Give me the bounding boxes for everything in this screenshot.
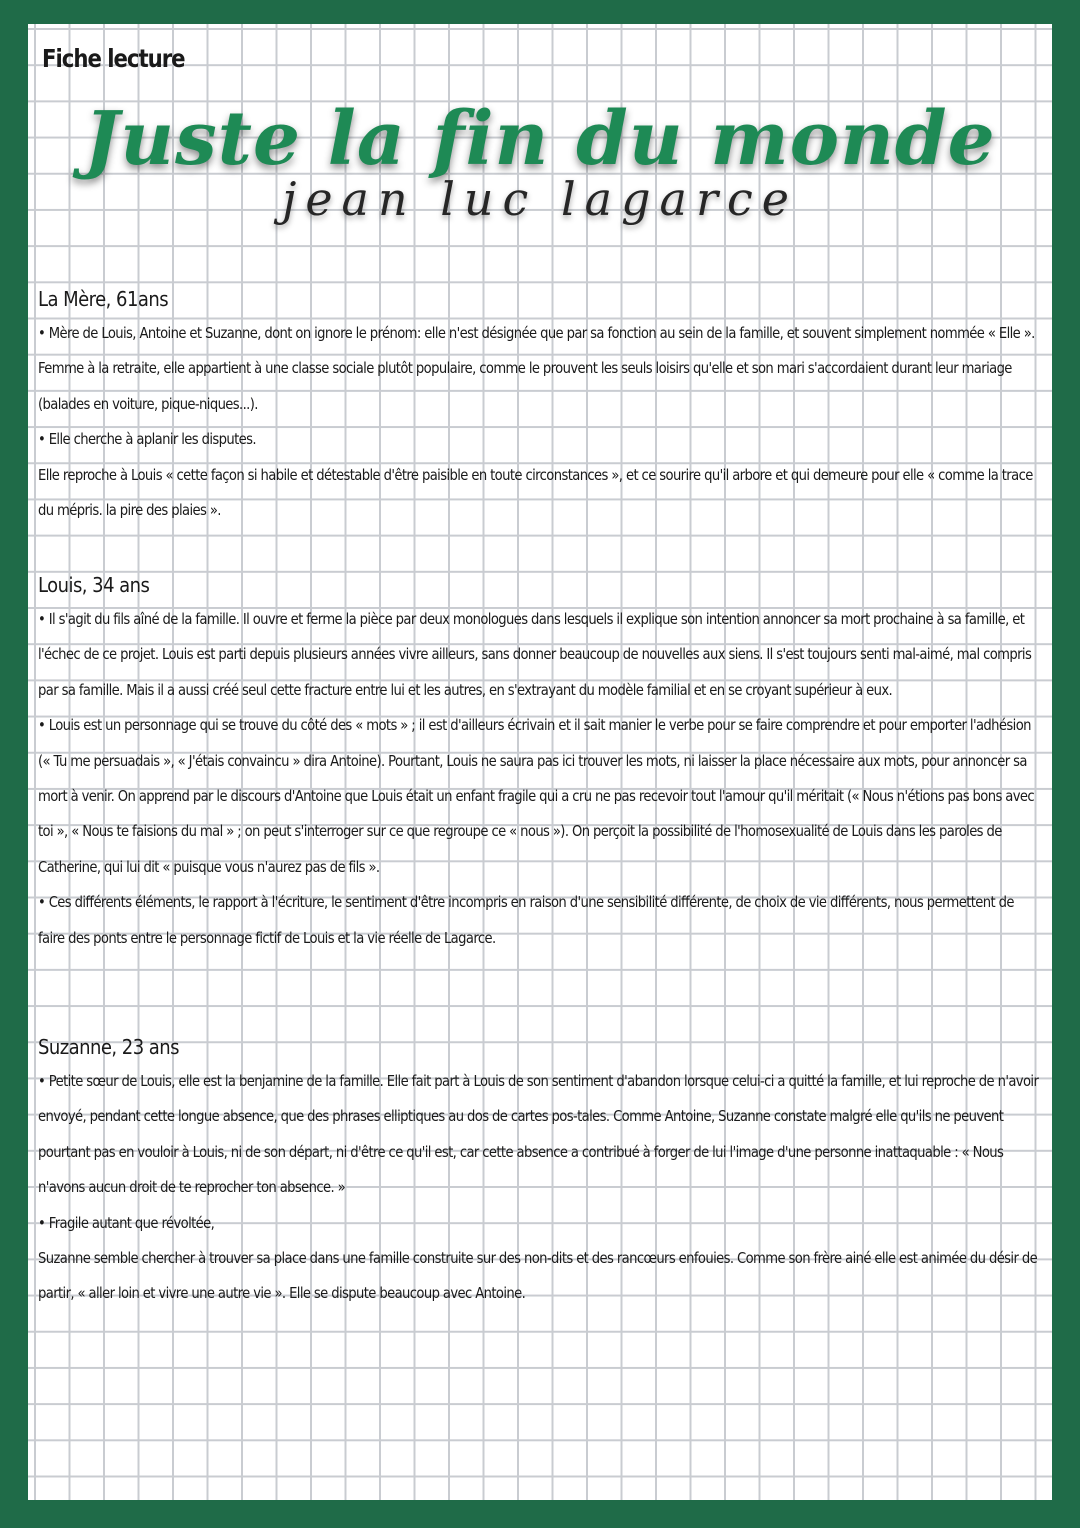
section-suzanne (38, 1030, 1040, 1312)
document-author: jean luc lagarce (282, 172, 798, 226)
paragraph: Elle reproche à Louis « cette façon si habile et détestable d'être paisible en toute circonstances », et ce sourire qu'il arbore et qui demeure pour elle « comme la trace du mépris. la pire des plaies ». (38, 465, 1033, 520)
document-title: Juste la fin du monde (84, 96, 996, 182)
notebook-page (28, 24, 1052, 1500)
section-heading: Louis, 34 ans (38, 573, 150, 597)
paragraph: • Petite sœur de Louis, elle est la benjamine de la famille. Elle fait part à Louis de son sentiment d'abandon lorsque celui-ci a quitté la famille, et lui reproche de n'avoir envoyé, pendant cette longue absence, que des phrases elliptiques au dos de cartes pos-tales. Comme Antoine, Suzanne constate malgré elle qu'ils ne peuvent pourtant pas en vouloir à Louis, ni de son départ, ni d'être ce qu'il est, car cette absence a contribué à forger de lui l'image d'une personne inattaquable : « Nous n'avons aucun droit de te reprocher ton absence. » (38, 1072, 1039, 1197)
paragraph: • Fragile autant que révoltée, (38, 1213, 215, 1232)
paragraph: Suzanne semble chercher à trouver sa place dans une famille construite sur des non-dits et des rancœurs enfouies. Comme son frère ainé elle est animée du désir de partir, « aller loin et vivre une autre vie ». Elle se dispute beaucoup avec Antoine. (38, 1249, 1038, 1303)
section-heading: Suzanne, 23 ans (38, 1035, 179, 1059)
section-mere (38, 282, 1040, 528)
paragraph: • Il s'agit du fils aîné de la famille. Il ouvre et ferme la pièce par deux monologues dans lesquels il explique son intention annoncer sa mort prochaine à sa famille, et l'échec de ce projet. Louis est parti depuis plusieurs années vivre ailleurs, sans donner beaucoup de nouvelles aux siens. Il s'est toujours senti mal-aimé, mal compris par sa famille. Mais il a aussi créé seul cette fracture entre lui et les autres, en s'extrayant du modèle familial et en se croyant supérieur à eux. (38, 610, 1032, 699)
document-label: Fiche lecture (42, 44, 185, 73)
paragraph: • Mère de Louis, Antoine et Suzanne, dont on ignore le prénom: elle n'est désignée que par sa fonction au sein de la famille, et souvent simplement nommée « Elle ». Femme à la retraite, elle appartient à une classe sociale plutôt populaire, comme le prouvent les seuls loisirs qu'elle et son mari s'accordaient durant leur mariage (balades en voiture, pique-niques...). (38, 324, 1035, 413)
section-louis (38, 568, 1040, 956)
section-heading: La Mère, 61ans (38, 287, 169, 311)
paragraph: • Louis est un personnage qui se trouve du côté des « mots » ; il est d'ailleurs écrivain et il sait manier le verbe pour se faire comprendre et pour emporter l'adhésion (« Tu me persuadais », « J'étais convaincu » dira Antoine). Pourtant, Louis ne saura pas ici trouver les mots, ni laisser la place nécessaire aux mots, pour annoncer sa mort à venir. On apprend par le discours d'Antoine que Louis était un enfant fragile qui a cru ne pas recevoir tout l'amour qu'il méritait (« Nous n'étions pas bons avec toi », « Nous te faisions du mal » ; on peut s'interroger sur ce que regroupe ce « nous »). On perçoit la possibilité de l'homosexualité de Louis dans les paroles de Catherine, qui lui dit « puisque vous n'aurez pas de fils ». (38, 716, 1035, 876)
paragraph: • Ces différents éléments, le rapport à l'écriture, le sentiment d'être incompris en raison d'une sensibilité différente, de choix de vie différents, nous permettent de faire des ponts entre le personnage fictif de Louis et la vie réelle de Lagarce. (38, 893, 1014, 947)
paragraph: • Elle cherche à aplanir les disputes. (38, 430, 256, 449)
